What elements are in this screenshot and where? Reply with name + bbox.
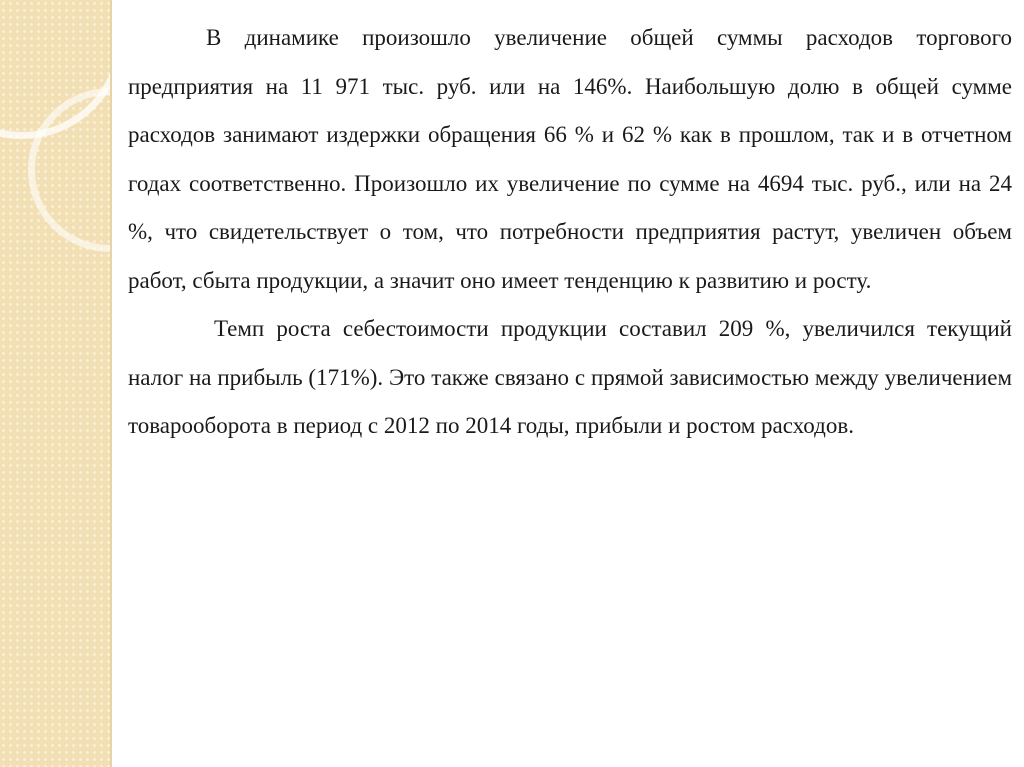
paragraph-expenses-dynamics: В динамике произошло увеличение общей суммы расходов торгового предприятия на 11 971 тыс. руб. или на 146%. Наибольшую долю в общей сумме расходов занимают издержки обращения 66 % и 62 % как в прошлом, так и в отчетном годах соответственно. Произошло их увеличение по сумме на 4694 тыс. руб., или на 24 %, что свидетельствует о том, что потребности предприятия растут, увеличен объем работ, сбыта продукции, а значит оно имеет тенденцию к развитию и росту. [128,25,1012,293]
paragraph-cost-growth: Темп роста себестоимости продукции составил 209 %, увеличился текущий налог на прибыль (171%). Это также связано с прямой зависимостью между увеличением товарооборота в период с 2012 по 2014 годы, прибыли и ростом расходов. [128,316,1012,438]
decorative-sidebar [0,0,110,767]
slide-text-body [128,14,1012,451]
sidebar-divider [110,0,112,767]
